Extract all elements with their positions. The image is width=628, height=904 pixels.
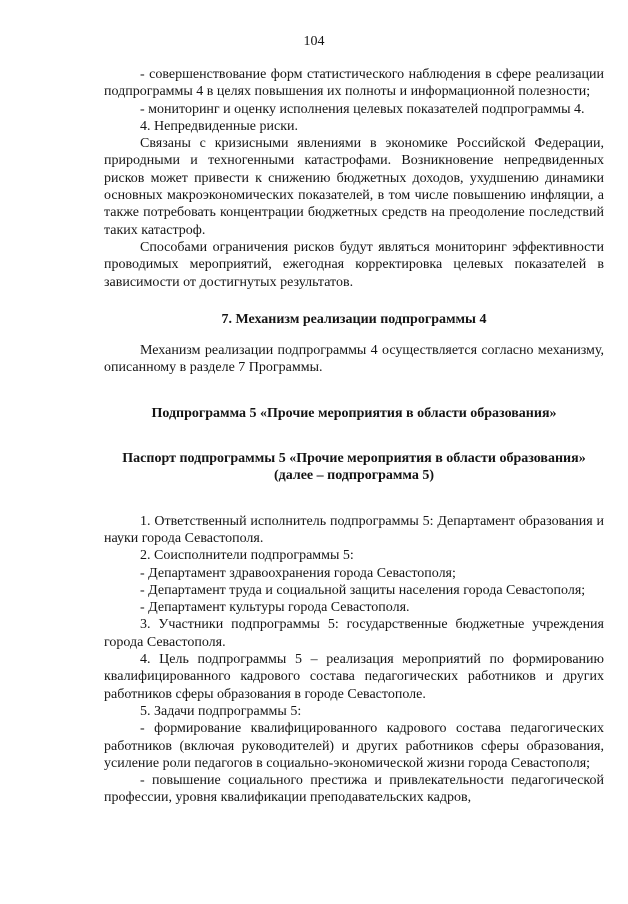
passport-heading: Паспорт подпрограммы 5 «Прочие мероприятия в области образования»	[122, 451, 586, 467]
passport-item-executor: 1. Ответственный исполнитель подпрограммы 5: Департамент образования и науки города Севастополя.	[104, 513, 604, 546]
passport-heading-note: (далее – подпрограмма 5)	[273, 468, 435, 484]
paragraph-crisis: Связаны с кризисными явлениями в экономике Российской Федерации, природными и техногенными катастрофами. Возникновение непредвиденных рисков может привести к снижению бюджетных доходов, ухудшению динамики основных макроэкономических показателей, в том числе повышению инфляции, а также потребовать концентрации бюджетных средств на преодоление последствий таких катастроф.	[104, 136, 604, 238]
subprogram-5-heading: Подпрограмма 5 «Прочие мероприятия в области образования»	[151, 405, 557, 421]
paragraph-risk-mitigation: Способами ограничения рисков будут являться мониторинг эффективности проводимых мероприятий, ежегодная корректировка целевых показателей в зависимости от достигнутых результатов.	[104, 239, 604, 290]
paragraph-stat-observation: - совершенствование форм статистического наблюдения в сфере реализации подпрограммы 4 в целях повышения их полноты и информационной полезности;	[104, 67, 604, 100]
passport-item-health-dept: - Департамент здравоохранения города Севастополя;	[140, 565, 456, 581]
passport-item-task-staff: - формирование квалифицированного кадрового состава педагогических работников (включая руководителей) и других работников сферы образования, усиление роли педагогов в социально-экономической жизни города Севастополя;	[104, 721, 604, 771]
passport-item-labor-dept: - Департамент труда и социальной защиты населения города Севастополя;	[140, 582, 586, 598]
passport-item-goal: 4. Цель подпрограммы 5 – реализация мероприятий по формированию квалифицированного кадрового состава педагогических работников и других работников сферы образования в городе Севастополе.	[104, 652, 604, 702]
page-number: 104	[303, 34, 325, 49]
paragraph-unforeseen-risks: 4. Непредвиденные риски.	[140, 118, 299, 134]
section-7-text: Механизм реализации подпрограммы 4 осуществляется согласно механизму, описанному в разделе 7 Программы.	[104, 343, 604, 376]
passport-item-culture-dept: - Департамент культуры города Севастополя.	[140, 600, 410, 616]
document-body	[104, 66, 604, 807]
passport-item-coexecutors: 2. Соисполнители подпрограммы 5:	[140, 548, 354, 564]
paragraph-monitoring: - мониторинг и оценку исполнения целевых показателей подпрограммы 4.	[140, 101, 585, 117]
section-7-heading: 7. Механизм реализации подпрограммы 4	[221, 311, 487, 327]
passport-item-tasks: 5. Задачи подпрограммы 5:	[140, 703, 302, 719]
passport-item-task-prestige: - повышение социального престижа и привлекательности педагогической профессии, уровня квалификации преподавательских кадров,	[104, 773, 604, 806]
passport-item-participants: 3. Участники подпрограммы 5: государственные бюджетные учреждения города Севастополя.	[104, 617, 604, 650]
